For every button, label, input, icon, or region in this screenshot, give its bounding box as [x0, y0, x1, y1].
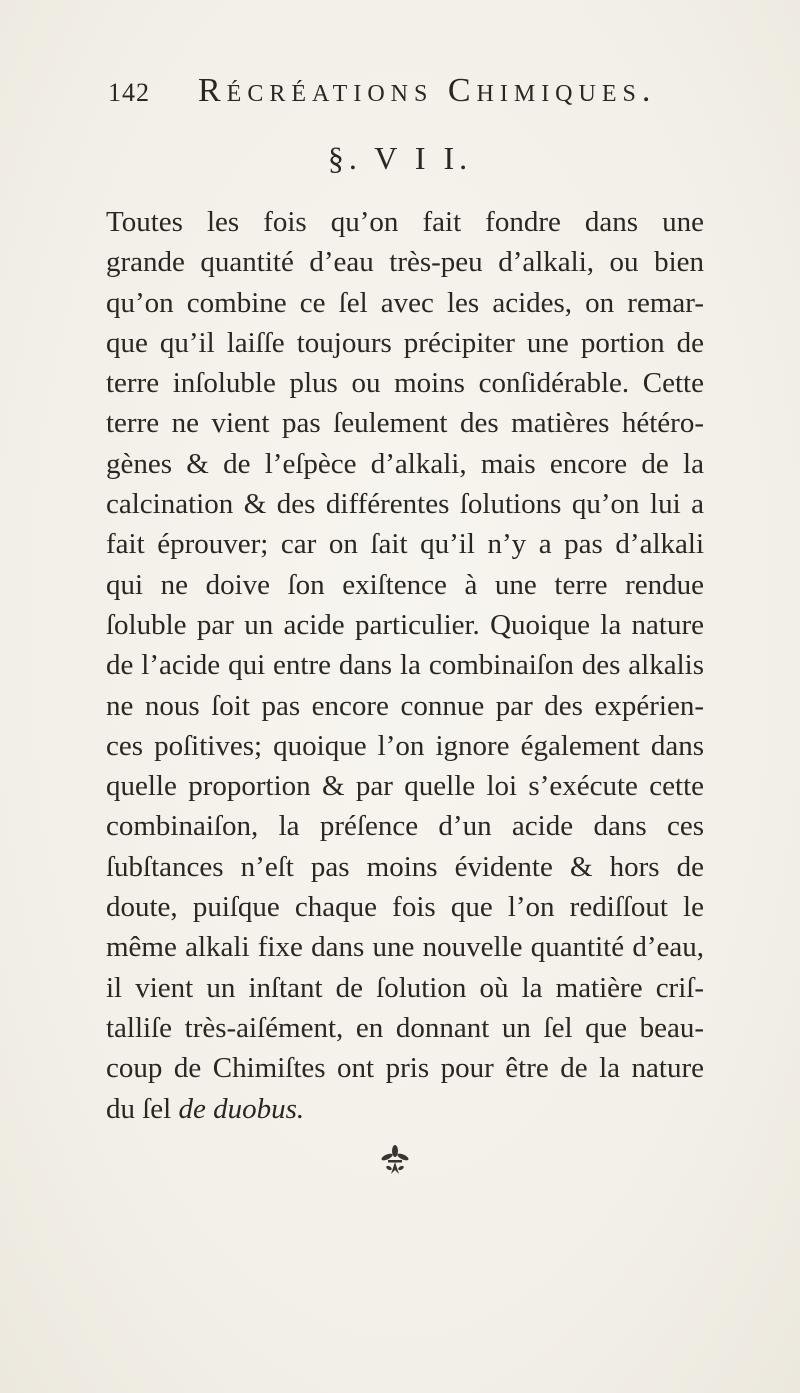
text-line: doute, puiſque chaque fois que l’on rediſſout le: [106, 891, 704, 924]
text-line: ne nous ſoit pas encore connue par des expérien-: [106, 689, 704, 722]
text-line: terre ne vient pas ſeulement des matières hétéro-: [106, 407, 704, 440]
text-line: de l’acide qui entre dans la combinaiſon des alkalis: [106, 649, 704, 682]
text-line: ſubſtances n’eſt pas moins évidente & hors de: [106, 850, 704, 883]
text-line: combinaiſon, la préſence d’un acide dans ces: [106, 810, 704, 843]
text-line: qu’on combine ce ſel avec les acides, on remar-: [106, 286, 704, 319]
body-paragraph: [106, 202, 704, 1129]
fleuron-svg: [375, 1142, 415, 1182]
text-line-last: [106, 1089, 704, 1129]
text-line: quelle proportion & par quelle loi s’exécute cette: [106, 770, 704, 803]
text-line: fait éprouver; car on ſait qu’il n’y a pas d’alkali: [106, 528, 704, 561]
text-line: terre inſoluble plus ou moins conſidérable. Cette: [106, 367, 704, 400]
text-line: Toutes les fois qu’on fait fondre dans une: [106, 206, 704, 238]
last-line-prefix: du ſel: [106, 1092, 179, 1125]
text-line: même alkali fixe dans une nouvelle quantité d’eau,: [106, 931, 704, 964]
text-line: ſoluble par un acide particulier. Quoique la nature: [106, 608, 704, 641]
italic-phrase: de duobus.: [178, 1092, 305, 1125]
text-line: ces poſitives; quoique l’on ignore également dans: [106, 729, 704, 762]
running-head: [108, 72, 698, 112]
text-line: coup de Chimiſtes ont pris pour être de la nature: [106, 1052, 704, 1085]
page-number: 142: [108, 78, 150, 107]
running-title: Récréations Chimiques.: [198, 72, 657, 109]
text-line: gènes & de l’eſpèce d’alkali, mais encore de la: [106, 447, 704, 480]
fleuron-icon: [375, 1142, 415, 1182]
text-line: grande quantité d’eau très-peu d’alkali, ou bien: [106, 246, 704, 279]
section-heading: §. V I I.: [327, 140, 473, 176]
text-line: que qu’il laiſſe toujours précipiter une portion de: [106, 326, 704, 359]
text-line: il vient un inſtant de ſolution où la matière criſ-: [106, 971, 704, 1004]
text-line: talliſe très-aiſément, en donnant un ſel que beau-: [106, 1011, 704, 1044]
text-line: qui ne doive ſon exiſtence à une terre rendue: [106, 568, 704, 601]
text-line: calcination & des différentes ſolutions qu’on lui a: [106, 488, 704, 521]
